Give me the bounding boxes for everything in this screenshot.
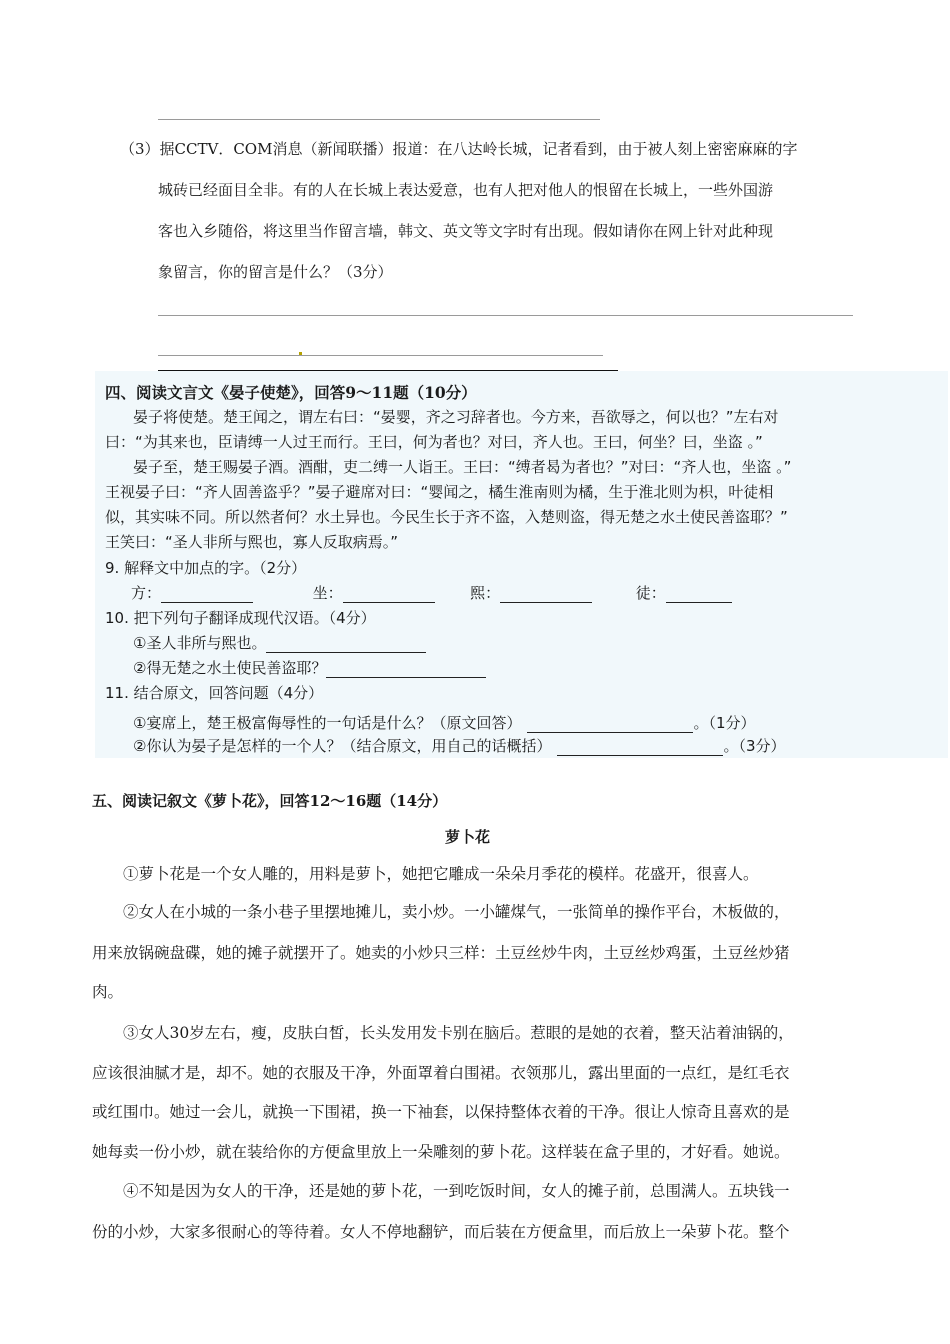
- q10-item-2: [133, 657, 486, 678]
- story-line-9: ④不知是因为女人的干净，还是她的萝卜花，一到吃饭时间，女人的摊子前，总围满人。五块钱一: [123, 1182, 790, 1200]
- story-title: 萝卜花: [445, 828, 491, 846]
- q11-blank-1[interactable]: [527, 718, 693, 733]
- q9-items: [131, 582, 732, 603]
- story-line-7: 或红围巾。她过一会儿，就换一下围裙，换一下袖套，以保持整体衣着的干净。很让人惊奇且喜欢的是: [92, 1103, 790, 1121]
- q9-stem: 9. 解释文中加点的字。（2分）: [105, 559, 307, 577]
- q9-blank-zuo[interactable]: [343, 588, 435, 603]
- story-line-8: 她每卖一份小炒，就在装给你的方便盒里放上一朵雕刻的萝卜花。这样装在盒子里的，才好看。她说。: [92, 1143, 790, 1161]
- story-line-4: 肉。: [92, 983, 124, 1001]
- story-line-5: ③女人30岁左右，瘦，皮肤白皙，长头发用发卡别在脑后。惹眼的是她的衣着，整天沾着油锅的，: [123, 1024, 794, 1042]
- story-line-2: ②女人在小城的一条小巷子里摆地摊儿，卖小炒。一小罐煤气，一张简单的操作平台，木板做的，: [123, 903, 790, 921]
- q9-item-xi: 熙：: [470, 584, 501, 602]
- q9-blank-xi[interactable]: [500, 588, 592, 603]
- q10-blank-1[interactable]: [266, 638, 426, 653]
- q11-item-2-text: ②你认为晏子是怎样的一个人？（结合原文，用自己的话概括）: [133, 737, 552, 755]
- q3-line-1: （3）据CCTV．COM消息（新闻联播）报道：在八达岭长城，记者看到，由于被人刻上密密麻麻的字: [120, 140, 798, 158]
- q3-line-2: 城砖已经面目全非。有的人在长城上表达爱意，也有人把对他人的恨留在长城上，一些外国游: [158, 181, 774, 199]
- passage-line-6: 王笑曰：“圣人非所与熙也，寡人反取病焉。”: [105, 533, 399, 551]
- q10-item-1-text: ①圣人非所与熙也。: [133, 634, 267, 652]
- story-line-1: ①萝卜花是一个女人雕的，用料是萝卜，她把它雕成一朵朵月季花的模样。花盛开，很喜人。: [123, 865, 759, 883]
- q11-item-1: [133, 712, 756, 733]
- passage-line-4: 王视晏子曰：“齐人固善盗乎？”晏子避席对曰：“婴闻之，橘生淮南则为橘，生于淮北则为枳，叶徒相: [105, 483, 774, 501]
- q9-blank-tu[interactable]: [666, 588, 732, 603]
- q11-blank-2[interactable]: [557, 741, 723, 756]
- passage-line-3: 晏子至，楚王赐晏子酒。酒酣，吏二缚一人诣王。王曰：“缚者曷为者也？”对曰：“齐人也，坐盗 。”: [133, 458, 792, 476]
- q10-item-2-text: ②得无楚之水土使民善盗耶？: [133, 659, 327, 677]
- story-line-6: 应该很油腻才是，却不。她的衣服及干净，外面罩着白围裙。衣领那儿，露出里面的一点红，是红毛衣: [92, 1064, 790, 1082]
- q3-line-3: 客也入乡随俗，将这里当作留言墙，韩文、英文等文字时有出现。假如请你在网上针对此种现: [158, 222, 774, 240]
- q9-blank-fang[interactable]: [161, 588, 253, 603]
- q10-stem: 10. 把下列句子翻译成现代汉语。（4分）: [105, 609, 376, 627]
- passage-line-1: 晏子将使楚。楚王闻之，谓左右曰：“晏婴，齐之习辞者也。今方来，吾欲辱之，何以也？”左右对: [133, 408, 779, 426]
- mark-dot: [299, 352, 302, 355]
- story-line-3: 用来放锅碗盘碟，她的摊子就摆开了。她卖的小炒只三样：土豆丝炒牛肉，土豆丝炒鸡蛋，土豆丝炒猪: [92, 944, 790, 962]
- q3-answer-line-1[interactable]: [158, 315, 853, 316]
- q9-item-fang: 方：: [131, 584, 162, 602]
- q10-blank-2[interactable]: [326, 663, 486, 678]
- q9-item-zuo: 坐：: [312, 584, 343, 602]
- q11-item-2: [133, 735, 786, 756]
- answer-line-top[interactable]: [158, 119, 600, 120]
- q11-item-1-score: 。（1分）: [693, 714, 756, 732]
- story-line-10: 份的小炒，大家多很耐心的等待着。女人不停地翻铲，而后装在方便盒里，而后放上一朵萝卜花。整个: [92, 1223, 790, 1241]
- passage-line-5: 似，其实味不同。所以然者何？水土异也。今民生长于齐不盗，入楚则盗，得无楚之水土使民善盗耶？”: [105, 508, 788, 526]
- q3-answer-line-2[interactable]: [158, 355, 603, 356]
- q9-item-tu: 徒：: [635, 584, 666, 602]
- section4-heading: 四、阅读文言文《晏子使楚》，回答9～11题（10分）: [105, 383, 477, 402]
- q10-item-1: [133, 632, 426, 653]
- passage-line-2: 曰：“为其来也，臣请缚一人过王而行。王曰，何为者也？对曰，齐人也。王曰，何坐？曰，坐盗 。”: [105, 433, 763, 451]
- q11-item-2-score: 。（3分）: [723, 737, 786, 755]
- q3-line-4: 象留言，你的留言是什么？（3分）: [158, 263, 393, 281]
- section5-heading: 五、阅读记叙文《萝卜花》，回答12～16题（14分）: [92, 792, 448, 810]
- q11-item-1-text: ①宴席上，楚王极富侮辱性的一句话是什么？（原文回答）: [133, 714, 522, 732]
- classical-reading-panel: [95, 371, 948, 758]
- q11-stem: 11. 结合原文，回答问题（4分）: [105, 684, 324, 702]
